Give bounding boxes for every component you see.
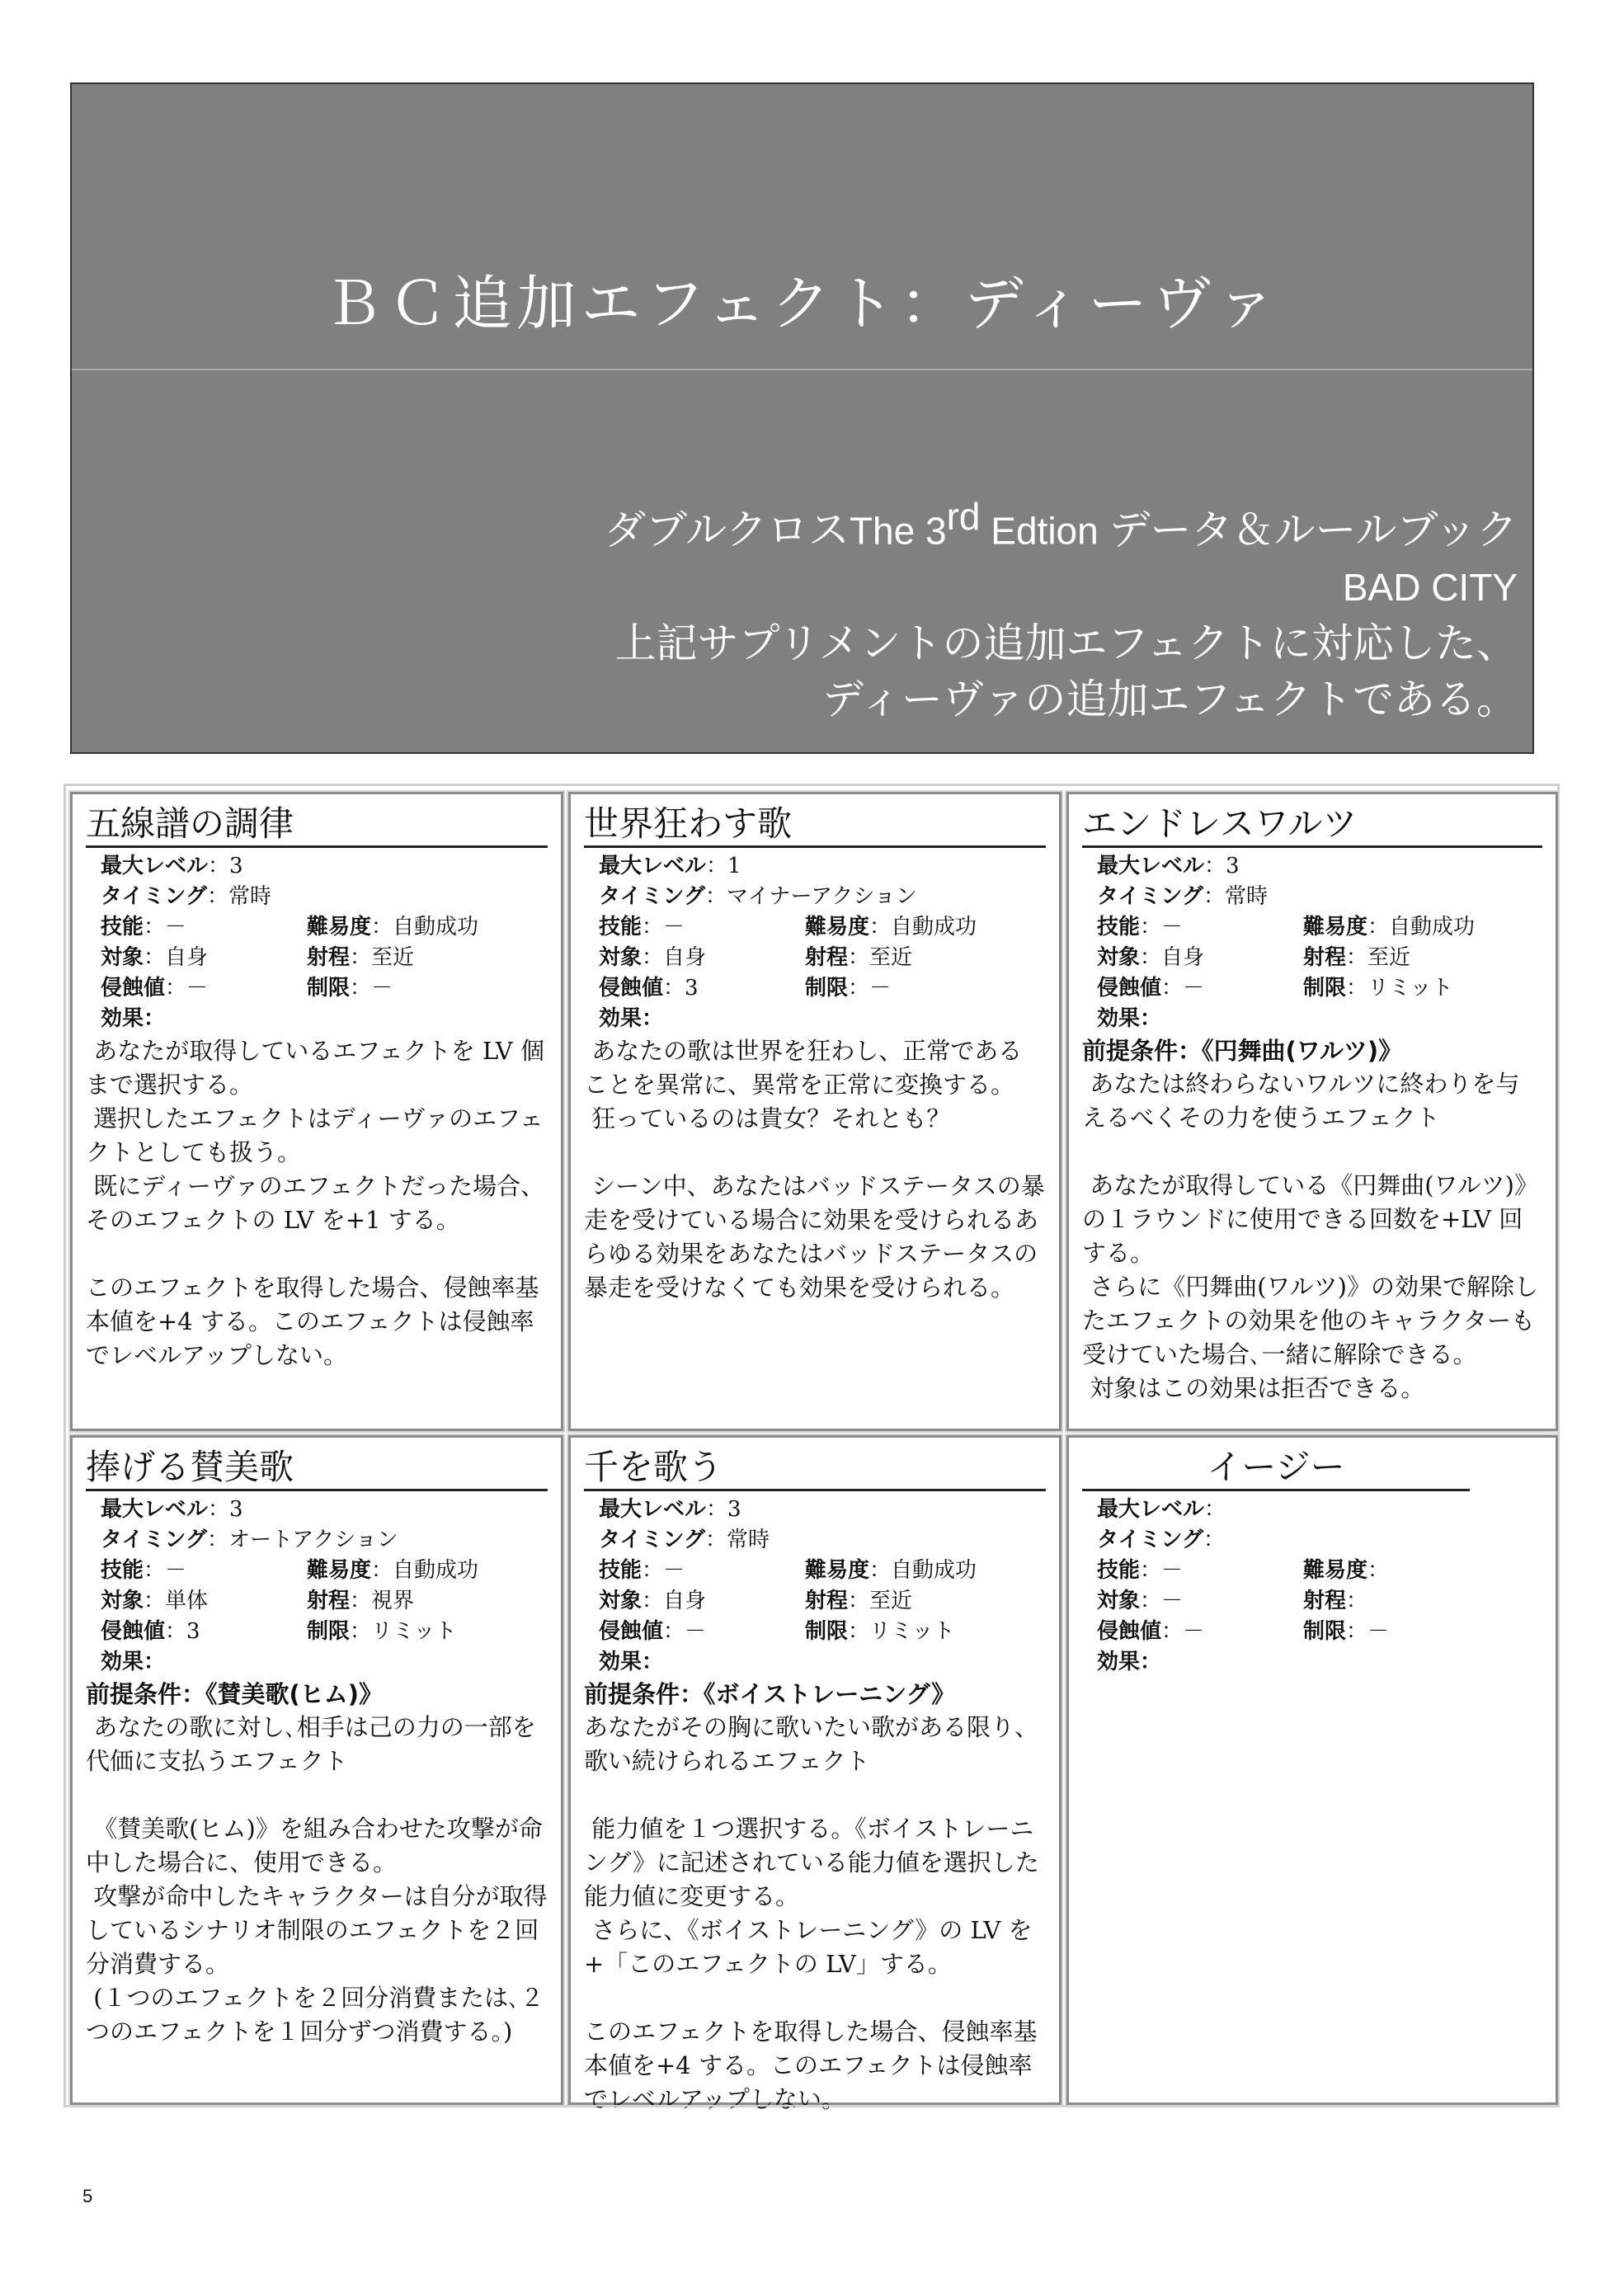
stat-row-target [86, 943, 548, 973]
value-difficulty: ：自動成功 [869, 915, 977, 939]
stat-effect [584, 1004, 1046, 1034]
label-timing: タイミング [101, 1528, 207, 1552]
stat-row-erosion [1082, 973, 1542, 1004]
effect-description [1082, 1067, 1542, 1405]
value-erosion: ：3 [663, 976, 699, 1001]
header-banner [70, 82, 1534, 754]
label-max-level: 最大レベル [599, 1497, 707, 1522]
value-erosion: ：3 [165, 1619, 200, 1644]
label-limit: 制限 [307, 976, 351, 1001]
description-paragraph: 《賛美歌(ヒム)》を組み合わせた攻撃が命中した場合に、使用できる。 [86, 1815, 543, 1876]
label-erosion: 侵蝕値 [599, 1619, 664, 1644]
label-effect: 効果： [599, 1006, 664, 1031]
prerequisite: 前提条件：《円舞曲(ワルツ)》 [1082, 1037, 1403, 1065]
stat-row-skill [1082, 912, 1542, 943]
value-difficulty: ：自動成功 [371, 915, 479, 939]
stat-effect [1082, 1647, 1542, 1678]
stat-row-skill [584, 1556, 1046, 1586]
subtitle-line-1 [198, 488, 1518, 559]
label-erosion: 侵蝕値 [101, 976, 166, 1001]
effect-description [584, 1034, 1046, 1305]
blank-line [86, 1237, 548, 1271]
stat-timing [86, 1525, 548, 1556]
effect-description [584, 1711, 1046, 2116]
label-difficulty: 難易度 [1303, 1558, 1368, 1583]
blank-line [86, 1778, 548, 1812]
label-timing: タイミング [599, 1528, 705, 1552]
effect-card [568, 792, 1061, 1431]
value-erosion: ：－ [1161, 976, 1205, 1001]
prerequisite: 前提条件：《賛美歌(ヒム)》 [86, 1680, 384, 1708]
label-skill: 技能 [101, 1558, 144, 1583]
label-erosion: 侵蝕値 [101, 1619, 166, 1644]
value-skill: ：－ [144, 915, 187, 939]
label-target: 対象 [599, 945, 643, 970]
label-difficulty: 難易度 [307, 1558, 372, 1583]
label-max-level: 最大レベル [101, 854, 209, 878]
value-difficulty: ：自動成功 [1367, 915, 1476, 939]
description-paragraph: 既にディーヴァのエフェクトだった場合、そのエフェクトの LV を+1 する。 [86, 1172, 545, 1234]
subtitle-line-4: ディーヴァの追加エフェクトである。 [822, 675, 1518, 723]
stat-max-level [86, 851, 548, 882]
subtitle-line-2: BAD CITY [1342, 565, 1518, 609]
label-max-level: 最大レベル [1097, 854, 1205, 878]
value-range: ：至近 [848, 1589, 913, 1613]
value-max-level: ： [1204, 1497, 1226, 1522]
description-paragraph: あなたの歌は世界を狂わし、正常であることを異常に、異常を正常に変換する。 [584, 1037, 1023, 1099]
value-range: ：至近 [350, 945, 415, 970]
value-range: ：至近 [1346, 945, 1411, 970]
label-limit: 制限 [1303, 976, 1347, 1001]
value-range: ： [1346, 1589, 1368, 1613]
label-skill: 技能 [1097, 915, 1141, 939]
value-max-level: ：3 [706, 1497, 741, 1522]
stat-timing [584, 882, 1046, 912]
effect-name: 五線譜の調律 [86, 803, 548, 848]
value-timing: ：マイナーアクション [704, 884, 917, 909]
value-range: ：至近 [848, 945, 913, 970]
stat-timing [86, 882, 548, 912]
description-paragraph: 狂っているのは貴女？それとも？ [584, 1104, 951, 1132]
value-erosion: ：－ [165, 976, 209, 1001]
value-timing: ：常時 [206, 884, 271, 909]
stat-row-target [86, 1586, 548, 1617]
stat-max-level [1082, 1495, 1542, 1525]
label-erosion: 侵蝕値 [599, 976, 664, 1001]
effect-card [568, 1435, 1061, 2113]
value-target: ：自身 [642, 1589, 707, 1613]
effect-description [86, 1711, 548, 2049]
stat-timing [584, 1525, 1046, 1556]
value-erosion: ：－ [663, 1619, 707, 1644]
description-paragraph: (１つのエフェクトを２回分消費または､２つのエフェクトを１回分ずつ消費する。) [86, 1984, 544, 2046]
value-timing: ：常時 [1203, 884, 1268, 909]
effect-card [70, 792, 563, 1431]
description-paragraph: あなたが取得しているエフェクトを LV 個まで選択する。 [86, 1037, 544, 1099]
label-erosion: 侵蝕値 [1097, 976, 1162, 1001]
value-target: ：自身 [144, 945, 209, 970]
value-difficulty: ：自動成功 [371, 1558, 479, 1583]
effect-description [86, 1034, 548, 1373]
label-target: 対象 [599, 1589, 643, 1613]
stat-effect [86, 1647, 548, 1678]
label-difficulty: 難易度 [805, 915, 870, 939]
stat-row-erosion [1082, 1617, 1542, 1647]
value-limit: ：リミット [848, 1619, 955, 1644]
label-range: 射程 [307, 945, 351, 970]
effect-card [70, 1435, 563, 2105]
effect-name: 世界狂わす歌 [584, 803, 1046, 848]
value-erosion: ：－ [1161, 1619, 1205, 1644]
value-skill: ：－ [642, 1558, 685, 1583]
label-timing: タイミング [1097, 1528, 1203, 1552]
stat-max-level [584, 851, 1046, 882]
stat-effect [1082, 1004, 1542, 1034]
label-skill: 技能 [599, 915, 643, 939]
label-limit: 制限 [1303, 1619, 1347, 1644]
label-timing: タイミング [101, 884, 207, 909]
value-range: ：視界 [350, 1589, 415, 1613]
label-max-level: 最大レベル [1097, 1497, 1205, 1522]
label-effect: 効果： [599, 1650, 664, 1674]
stat-row-erosion [584, 973, 1046, 1004]
subtitle-book: データ＆ルールブック [1109, 506, 1518, 554]
value-target: ：単体 [144, 1589, 209, 1613]
label-target: 対象 [101, 945, 144, 970]
value-timing: ：常時 [704, 1528, 770, 1552]
description-paragraph: 選択したエフェクトはディーヴァのエフェクトとしても扱う。 [86, 1104, 544, 1166]
label-limit: 制限 [307, 1619, 351, 1644]
banner-divider [72, 369, 1532, 370]
label-timing: タイミング [1097, 884, 1203, 909]
blank-line [584, 1136, 1046, 1170]
stat-row-target [584, 943, 1046, 973]
page-number: 5 [82, 2186, 93, 2206]
subtitle-edition-word: Edtion [980, 509, 1109, 553]
stat-row-target [584, 1586, 1046, 1617]
value-skill: ：－ [1140, 1558, 1184, 1583]
value-limit: ：リミット [1346, 976, 1453, 1001]
stat-max-level [584, 1495, 1046, 1525]
label-limit: 制限 [805, 976, 849, 1001]
subtitle-edition-sup: rd [946, 495, 981, 538]
effect-card [1066, 792, 1558, 1431]
value-target: ：自身 [1140, 945, 1205, 970]
value-skill: ：－ [642, 915, 685, 939]
effect-name: イージー [1082, 1446, 1470, 1491]
description-paragraph: 攻撃が命中したキャラクターは自分が取得しているシナリオ制限のエフェクトを２回分消費する。 [86, 1882, 548, 1978]
value-limit: ：リミット [350, 1619, 457, 1644]
label-range: 射程 [1303, 945, 1347, 970]
label-target: 対象 [1097, 945, 1141, 970]
stat-row-erosion [584, 1617, 1046, 1647]
value-target: ：自身 [642, 945, 707, 970]
description-paragraph: シーン中、あなたはバッドステータスの暴走を受けている場合に効果を受けられるあらゆる効果をあなたはバッドステータスの暴走を受けなくても効果を受けられる。 [584, 1172, 1045, 1302]
description-paragraph: さらに、《ボイストレーニング》の LV を+「このエフェクトの LV」する。 [584, 1916, 1033, 1978]
label-erosion: 侵蝕値 [1097, 1619, 1162, 1644]
effect-card [1066, 1435, 1558, 2105]
value-skill: ：－ [144, 1558, 187, 1583]
stat-timing [1082, 882, 1542, 912]
label-target: 対象 [101, 1589, 144, 1613]
value-limit: ：－ [350, 976, 393, 1001]
page-title: ＢＣ追加エフェクト：ディーヴァ [323, 269, 1281, 338]
label-difficulty: 難易度 [805, 1558, 870, 1583]
stat-row-skill [1082, 1556, 1542, 1586]
subtitle-series: ダブルクロス [604, 506, 850, 554]
description-paragraph: あなたが取得している《円舞曲(ワルツ)》の１ラウンドに使用できる回数を+LV 回する。 [1082, 1171, 1538, 1267]
value-timing: ：オートアクション [206, 1528, 398, 1552]
label-effect: 効果： [1097, 1650, 1162, 1674]
label-difficulty: 難易度 [1303, 915, 1368, 939]
subtitle-edition: The 3 [849, 509, 947, 553]
description-paragraph: このエフェクトを取得した場合、侵蝕率基本値を+4 する。このエフェクトは侵蝕率でレベルアップしない。 [86, 1274, 539, 1369]
description-paragraph: さらに《円舞曲(ワルツ)》の効果で解除したエフェクトの効果を他のキャラクターも受けていた場合､一緒に解除できる。 [1082, 1273, 1538, 1368]
subtitle-line-3: 上記サプリメントの追加エフェクトに対応した、 [614, 619, 1518, 667]
blank-line [584, 1981, 1046, 2015]
stat-effect [584, 1647, 1046, 1678]
label-range: 射程 [307, 1589, 351, 1613]
description-paragraph: あなたがその胸に歌いたい歌がある限り、歌い続けられるエフェクト [584, 1713, 1039, 1775]
label-effect: 効果： [1097, 1006, 1162, 1031]
prerequisite: 前提条件：《ボイストレーニング》 [584, 1680, 956, 1708]
blank-line [584, 1778, 1046, 1812]
label-effect: 効果： [101, 1650, 166, 1674]
value-difficulty: ： [1367, 1558, 1390, 1583]
stat-row-skill [86, 912, 548, 943]
value-skill: ：－ [1140, 915, 1184, 939]
effect-name: 千を歌う [584, 1446, 1046, 1491]
label-timing: タイミング [599, 884, 705, 909]
description-paragraph: 能力値を１つ選択する。《ボイストレーニング》に記述されている能力値を選択した能力値に変更する。 [584, 1815, 1039, 1910]
value-max-level: ：3 [1204, 854, 1240, 878]
description-paragraph: あなたの歌に対し､相手は己の力の一部を代価に支払うエフェクト [86, 1713, 536, 1775]
label-range: 射程 [805, 945, 849, 970]
stat-timing [1082, 1525, 1542, 1556]
effect-name: 捧げる賛美歌 [86, 1446, 548, 1491]
banner-subtitle [198, 488, 1518, 727]
stat-row-target [1082, 1586, 1542, 1617]
blank-line [1082, 1135, 1542, 1169]
label-max-level: 最大レベル [101, 1497, 209, 1522]
label-skill: 技能 [1097, 1558, 1141, 1583]
label-difficulty: 難易度 [307, 915, 372, 939]
stat-max-level [1082, 851, 1542, 882]
value-max-level: ：3 [208, 854, 243, 878]
label-max-level: 最大レベル [599, 854, 707, 878]
value-difficulty: ：自動成功 [869, 1558, 977, 1583]
value-target: ：－ [1140, 1589, 1184, 1613]
value-max-level: ：1 [706, 854, 741, 878]
effect-name: エンドレスワルツ [1082, 803, 1542, 848]
value-max-level: ：3 [208, 1497, 243, 1522]
description-paragraph: このエフェクトを取得した場合、侵蝕率基本値を+4 する。このエフェクトは侵蝕率でレベルアップしない。 [584, 2018, 1038, 2113]
value-limit: ：－ [1346, 1619, 1390, 1644]
label-target: 対象 [1097, 1589, 1141, 1613]
stat-row-erosion [86, 1617, 548, 1647]
stat-row-target [1082, 943, 1542, 973]
value-limit: ：－ [848, 976, 892, 1001]
stat-effect [86, 1004, 548, 1034]
stat-row-skill [86, 1556, 548, 1586]
value-timing: ： [1203, 1528, 1225, 1552]
label-skill: 技能 [599, 1558, 643, 1583]
label-limit: 制限 [805, 1619, 849, 1644]
label-range: 射程 [1303, 1589, 1347, 1613]
label-skill: 技能 [101, 915, 144, 939]
description-paragraph: 対象はこの効果は拒否できる。 [1082, 1374, 1425, 1402]
stat-max-level [86, 1495, 548, 1525]
description-paragraph: あなたは終わらないワルツに終わりを与えるべくその力を使うエフェクト [1082, 1070, 1520, 1132]
label-effect: 効果： [101, 1006, 166, 1031]
stat-row-erosion [86, 973, 548, 1004]
label-range: 射程 [805, 1589, 849, 1613]
stat-row-skill [584, 912, 1046, 943]
